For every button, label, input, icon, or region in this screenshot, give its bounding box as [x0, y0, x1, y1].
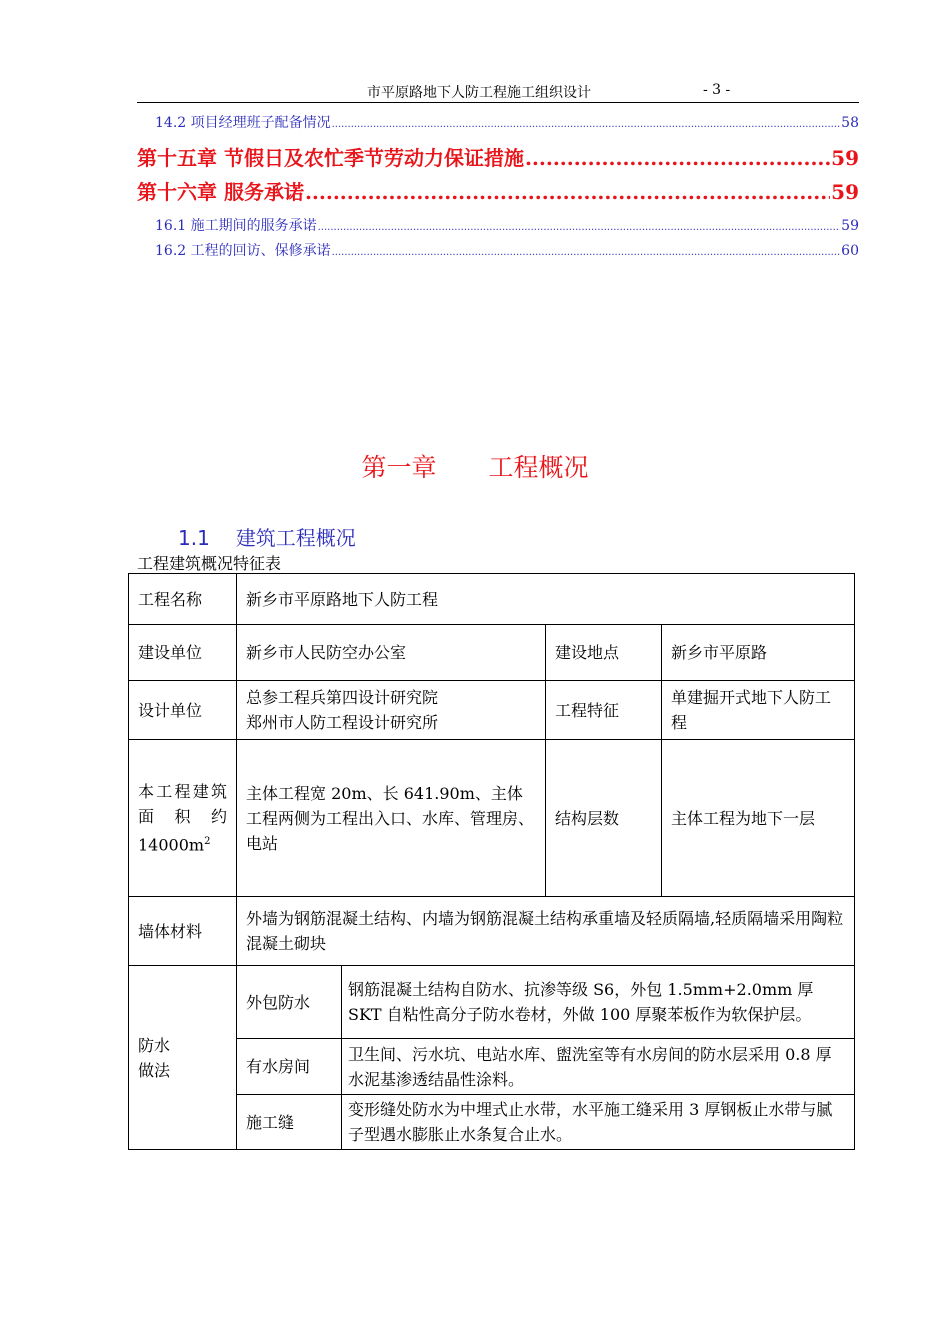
toc-entry-page: 59: [841, 218, 859, 234]
cell-value: 钢筋混凝土结构自防水、抗渗等级 S6，外包 1.5mm+2.0mm 厚 SKT 自粘性高分子防水卷材，外做 100 厚聚苯板作为软保护层。: [342, 966, 855, 1039]
designer-line: 总参工程兵第四设计研究院: [246, 688, 439, 707]
toc-leader: [305, 180, 830, 204]
cell-value: 卫生间、污水坑、电站水库、盥洗室等有水房间的防水层采用 0.8 厚水泥基渗透结晶性涂料。: [342, 1039, 855, 1095]
cell-label: [129, 966, 237, 1150]
cell-label: 设计单位: [129, 681, 237, 740]
toc-entry[interactable]: [137, 240, 859, 260]
cell-value: 单建掘开式地下人防工程: [662, 681, 855, 740]
chapter-number: 第一章: [361, 453, 437, 482]
cell-label: 施工缝: [237, 1095, 342, 1150]
header-page-number: - 3 -: [703, 82, 731, 98]
table-row: [129, 625, 855, 681]
toc-entry-page: 58: [841, 115, 859, 131]
cell-value: 新乡市人民防空办公室: [237, 625, 546, 681]
table-row: [129, 681, 855, 740]
cell-label: 有水房间: [237, 1039, 342, 1095]
section-heading: [178, 522, 356, 551]
area-label: 本工程建筑面积约: [138, 781, 227, 826]
table-row: [129, 740, 855, 897]
toc-entry[interactable]: [137, 176, 859, 204]
cell-label: 工程名称: [129, 574, 237, 625]
section-title: 建筑工程概况: [235, 526, 356, 550]
toc-entry-label: 16.1 施工期间的服务承诺: [155, 218, 317, 234]
toc-entry-label: 第十六章 服务承诺: [137, 180, 304, 204]
toc-entry[interactable]: [137, 112, 859, 132]
cell-value: 新乡市平原路地下人防工程: [237, 574, 855, 625]
cell-label: [129, 740, 237, 897]
area-superscript: 2: [204, 835, 211, 847]
cell-value: [237, 681, 546, 740]
table-row: [129, 574, 855, 625]
cell-value: 变形缝处防水为中埋式止水带，水平施工缝采用 3 厚钢板止水带与腻子型遇水膨胀止水条复合止水。: [342, 1095, 855, 1150]
waterproof-label-line: 做法: [138, 1060, 171, 1080]
toc-entry-page: 60: [841, 243, 859, 259]
area-value: 14000m: [138, 835, 205, 855]
toc-entry-label: 第十五章 节假日及农忙季节劳动力保证措施: [137, 146, 524, 170]
cell-label: 外包防水: [237, 966, 342, 1039]
table-row: [129, 1095, 855, 1150]
table-caption: 工程建筑概况特征表: [137, 554, 282, 573]
page-header: [137, 82, 859, 103]
cell-label: 建设地点: [546, 625, 662, 681]
cell-label: 工程特征: [546, 681, 662, 740]
section-number: 1.1: [178, 526, 210, 550]
toc-entry-label: 16.2 工程的回访、保修承诺: [155, 243, 331, 259]
cell-label: 建设单位: [129, 625, 237, 681]
chapter-title: 工程概况: [488, 453, 589, 482]
cell-value: 新乡市平原路: [662, 625, 855, 681]
table-row: [129, 966, 855, 1039]
cell-value: 外墙为钢筋混凝土结构、内墙为钢筋混凝土结构承重墙及轻质隔墙,轻质隔墙采用陶粒混凝土砌块: [237, 897, 855, 966]
cell-value: 主体工程宽 20m、长 641.90m、主体工程两侧为工程出入口、水库、管理房、电站: [237, 740, 546, 897]
designer-line: 郑州市人防工程设计研究所: [246, 713, 439, 732]
cell-label: 墙体材料: [129, 897, 237, 966]
toc-entry[interactable]: [137, 215, 859, 235]
toc-leader: [332, 247, 841, 258]
toc-entry-page: 59: [831, 180, 859, 204]
toc-entry[interactable]: [137, 142, 859, 170]
toc-leader: [525, 146, 830, 170]
waterproof-label-line: 防水: [138, 1035, 171, 1055]
header-title: 市平原路地下人防工程施工组织设计: [367, 85, 591, 101]
project-overview-table: [128, 573, 855, 1150]
table-row: [129, 1039, 855, 1095]
table-row: [129, 897, 855, 966]
cell-label: 结构层数: [546, 740, 662, 897]
chapter-heading: [0, 448, 950, 484]
toc-entry-page: 59: [831, 146, 859, 170]
cell-value: 主体工程为地下一层: [662, 740, 855, 897]
toc-leader: [318, 222, 841, 233]
toc-leader: [332, 119, 841, 130]
toc-entry-label: 14.2 项目经理班子配备情况: [155, 115, 331, 131]
